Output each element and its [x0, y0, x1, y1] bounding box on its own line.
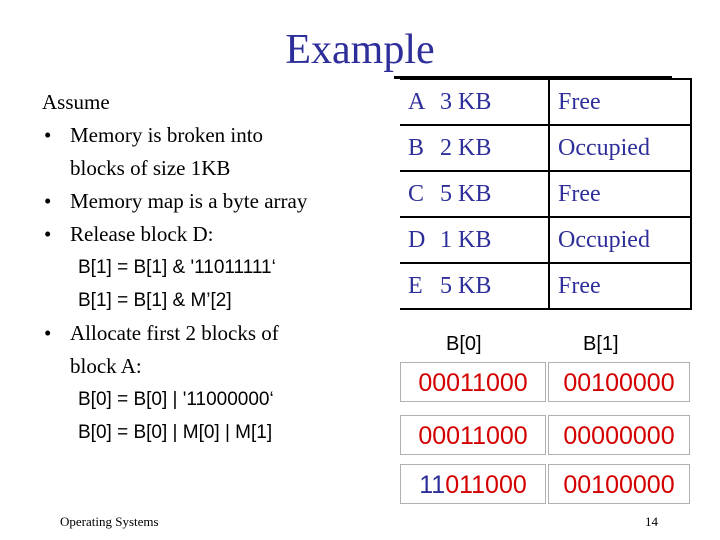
bit-segment: 00011000	[418, 369, 528, 397]
bullet-text: Allocate first 2 blocks of	[70, 321, 279, 345]
bullet-icon: •	[44, 321, 52, 345]
table-row	[400, 125, 691, 171]
bit-segment: 00100000	[563, 471, 675, 499]
block-size: 3 KB	[430, 79, 549, 125]
table-row	[400, 171, 691, 217]
block-size: 5 KB	[430, 171, 549, 217]
block-name: D	[400, 217, 430, 263]
code-line: B[0] = B[0] | '11000000‘	[78, 389, 274, 410]
bullet-text: Release block D:	[70, 222, 214, 246]
explanation-text	[42, 86, 372, 449]
block-status: Free	[549, 79, 691, 125]
block-status: Occupied	[549, 217, 691, 263]
bit-cell-b0	[400, 362, 546, 402]
bit-cell-b1	[548, 415, 690, 455]
code-line: B[1] = B[1] & M’[2]	[78, 290, 232, 311]
bullet-item	[42, 317, 372, 350]
table-row	[400, 263, 691, 309]
memory-block-table	[400, 78, 692, 310]
bullet-text: Memory map is a byte array	[70, 189, 308, 213]
block-size: 1 KB	[430, 217, 549, 263]
block-name: B	[400, 125, 430, 171]
block-size: 2 KB	[430, 125, 549, 171]
bit-row	[400, 362, 690, 402]
block-name: A	[400, 79, 430, 125]
bit-cell-b0	[400, 415, 546, 455]
bullet-item	[42, 185, 372, 218]
bit-cell-b1	[548, 464, 690, 504]
block-name: E	[400, 263, 430, 309]
code-line: B[1] = B[1] & '11011111‘	[78, 257, 276, 278]
block-status: Free	[549, 171, 691, 217]
footer-course-name: Operating Systems	[60, 514, 159, 529]
bullet-continuation: block A:	[70, 354, 142, 378]
bullet-icon: •	[44, 222, 52, 246]
bit-row	[400, 464, 690, 504]
bit-segment: 11	[419, 471, 446, 499]
block-name: C	[400, 171, 430, 217]
bit-row	[400, 415, 690, 455]
bullet-icon: •	[44, 123, 52, 147]
bit-segment: 011000	[445, 471, 527, 499]
assume-line: Assume	[42, 90, 110, 114]
byte-label-b0: B[0]	[446, 333, 482, 355]
bullet-text: Memory is broken into	[70, 123, 264, 147]
block-status: Occupied	[549, 125, 691, 171]
bullet-item	[42, 119, 372, 152]
bit-cell-b0	[400, 464, 546, 504]
table-row	[400, 79, 691, 125]
block-size: 5 KB	[430, 263, 549, 309]
page-number: 14	[645, 514, 658, 529]
bit-segment: 00100000	[563, 369, 675, 397]
bullet-continuation: blocks of size 1KB	[70, 156, 231, 180]
block-status: Free	[549, 263, 691, 309]
bit-segment: 00011000	[418, 422, 528, 450]
bit-cell-b1	[548, 362, 690, 402]
slide-title: Example	[285, 27, 435, 73]
bullet-item	[42, 218, 372, 251]
table-row	[400, 217, 691, 263]
byte-label-b1: B[1]	[583, 333, 619, 355]
bullet-icon: •	[44, 189, 52, 213]
bit-segment: 00000000	[563, 422, 675, 450]
code-line: B[0] = B[0] | M[0] | M[1]	[78, 422, 273, 443]
